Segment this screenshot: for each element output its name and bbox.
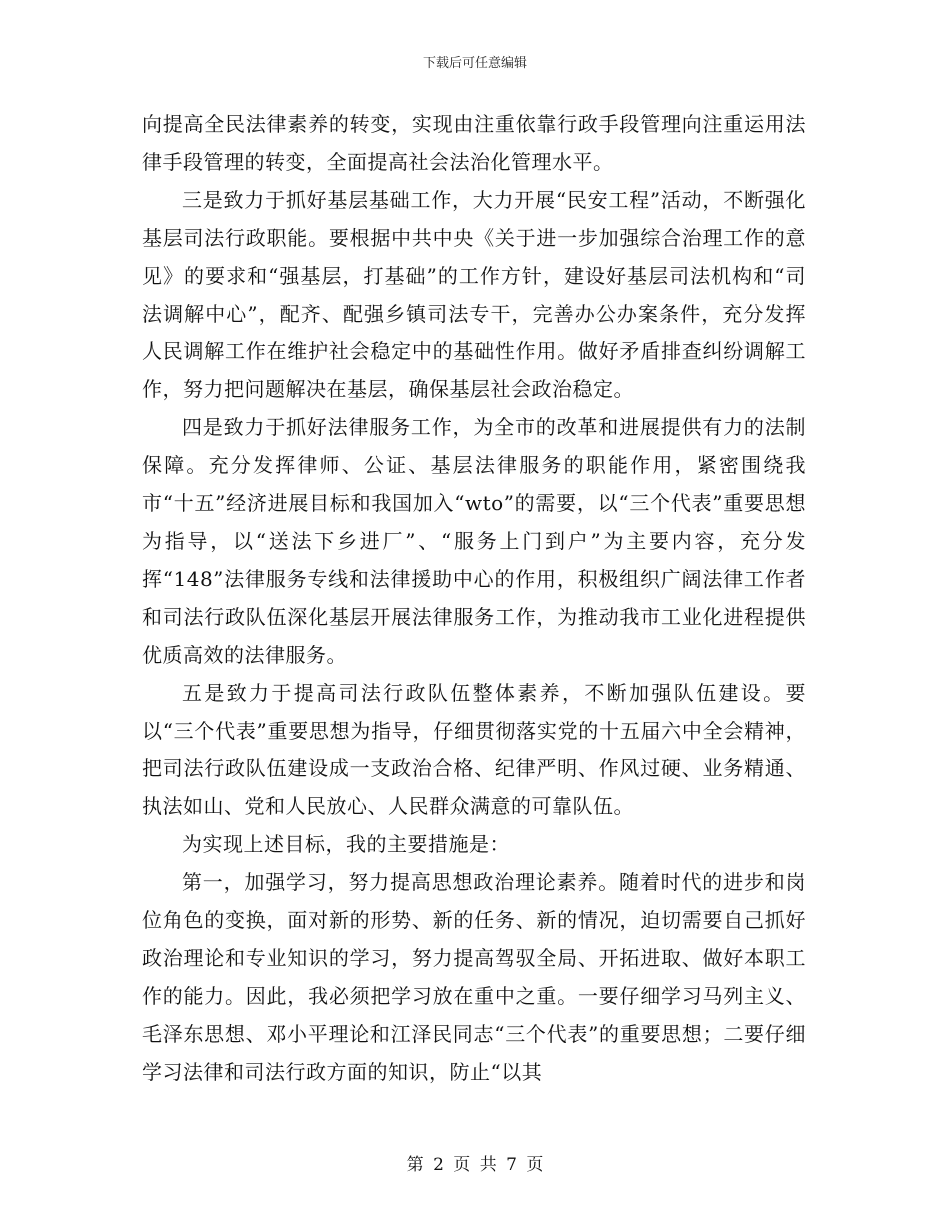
paragraph-point-four: 四是致力于抓好法律服务工作，为全市的改革和进展提供有力的法制保障。充分发挥律师、公证、基层法律服务的职能作用，紧密围绕我市“十五”经济进展目标和我国加入“wto”的需要，以“三个代表”重要思想为指导，以“送法下乡进厂”、“服务上门到户”为主要内容，充分发挥“148”法律服务专线和法律援助中心的作用，积极组织广阔法律工作者和司法行政队伍深化基层开展法律服务工作，为推动我市工业化进程提供优质高效的法律服务。 (142, 415, 806, 667)
paragraph-continuation: 向提高全民法律素养的转变，实现由注重依靠行政手段管理向注重运用法律手段管理的转变，全面提高社会法治化管理水平。 (142, 112, 806, 174)
paragraph-point-five: 五是致力于提高司法行政队伍整体素养，不断加强队伍建设。要以“三个代表”重要思想为指导，仔细贯彻落实党的十五届六中全会精神，把司法行政队伍建设成一支政治合格、纪律严明、作风过硬、业务精通、执法如山、党和人民放心、人民群众满意的可靠队伍。 (142, 680, 806, 819)
paragraph-measure-one: 第一，加强学习，努力提高思想政治理论素养。随着时代的进步和岗位角色的变换，面对新的形势、新的任务、新的情况，迫切需要自己抓好政治理论和专业知识的学习，努力提高驾驭全局、开拓进取、做好本职工作的能力。因此，我必须把学习放在重中之重。一要仔细学习马列主义、毛泽东思想、邓小平理论和江泽民同志“三个代表”的重要思想；二要仔细学习法律和司法行政方面的知识，防止“以其 (142, 870, 806, 1084)
paragraph-measures-intro: 为实现上述目标，我的主要措施是： (182, 832, 510, 857)
paragraph-point-three: 三是致力于抓好基层基础工作，大力开展“民安工程”活动，不断强化基层司法行政职能。要根据中共中央《关于进一步加强综合治理工作的意见》的要求和“强基层，打基础”的工作方针，建设好基层司法机构和“司法调解中心”，配齐、配强乡镇司法专干，完善办公办案条件，充分发挥人民调解工作在维护社会稳定中的基础性作用。做好矛盾排查纠纷调解工作，努力把问题解决在基层，确保基层社会政治稳定。 (142, 187, 806, 402)
page-header-note: 下载后可任意编辑 (422, 56, 527, 71)
document-body (142, 106, 806, 1092)
page-number: 第 2 页 共 7 页 (406, 1155, 544, 1175)
